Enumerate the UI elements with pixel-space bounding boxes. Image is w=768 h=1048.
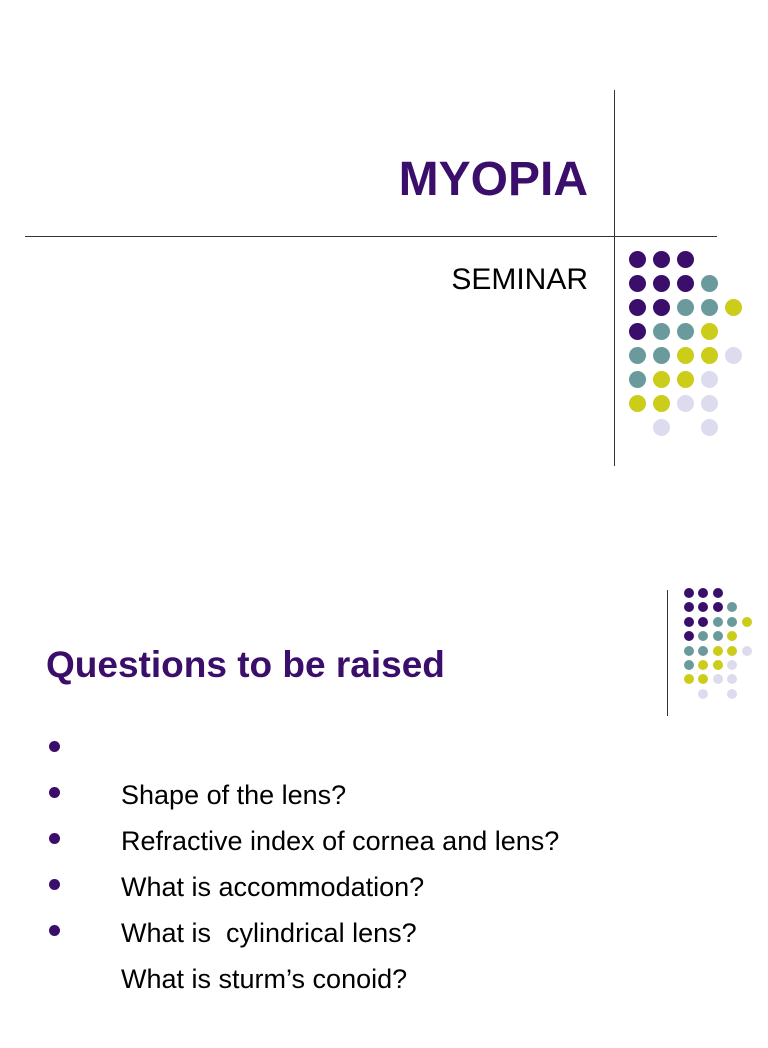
bullet-item — [46, 726, 559, 810]
dot-teal — [629, 347, 646, 364]
dot-yellow — [713, 660, 723, 670]
dot-purple — [653, 275, 670, 292]
dot-purple — [698, 602, 708, 612]
dot-lavender — [727, 674, 737, 684]
dot-teal — [727, 617, 737, 627]
dot-purple — [629, 323, 646, 340]
dot-grid-decoration — [0, 0, 768, 512]
dot-purple — [653, 251, 670, 268]
bullet-item — [46, 910, 559, 994]
dot-teal — [677, 299, 694, 316]
bullet-item — [46, 818, 559, 902]
dot-yellow — [677, 347, 694, 364]
dot-yellow — [629, 395, 646, 412]
bullet-text: What is cylindrical lens? — [121, 918, 417, 948]
dot-teal — [701, 275, 718, 292]
dot-teal — [713, 617, 723, 627]
bullet-icon — [49, 833, 60, 844]
bullet-item — [46, 772, 560, 856]
dot-purple — [684, 617, 694, 627]
dot-teal — [713, 631, 723, 641]
dot-yellow — [684, 674, 694, 684]
dot-lavender — [701, 419, 718, 436]
bullet-icon — [49, 925, 60, 936]
dot-yellow — [713, 646, 723, 656]
dot-purple — [698, 588, 708, 598]
dot-purple — [677, 251, 694, 268]
dot-purple — [629, 299, 646, 316]
dot-yellow — [698, 660, 708, 670]
dot-yellow — [653, 395, 670, 412]
dot-lavender — [698, 689, 708, 699]
dot-purple — [698, 617, 708, 627]
bullet-text: What is accommodation? — [121, 872, 425, 902]
dot-lavender — [727, 660, 737, 670]
dot-purple — [629, 275, 646, 292]
dot-purple — [677, 275, 694, 292]
dot-teal — [629, 371, 646, 388]
dot-purple — [653, 299, 670, 316]
slide-title: Questions to be raised — [46, 644, 445, 685]
dot-teal — [698, 631, 708, 641]
slide-title: MYOPIA — [398, 153, 588, 206]
dot-purple — [629, 251, 646, 268]
dot-yellow — [698, 674, 708, 684]
dot-purple — [684, 631, 694, 641]
dot-purple — [713, 588, 723, 598]
dot-purple — [713, 602, 723, 612]
dot-lavender — [701, 395, 718, 412]
bullet-list — [46, 726, 560, 994]
dot-lavender — [725, 347, 742, 364]
dot-yellow — [653, 371, 670, 388]
dot-teal — [653, 347, 670, 364]
dot-teal — [698, 646, 708, 656]
dot-lavender — [653, 419, 670, 436]
dot-yellow — [727, 646, 737, 656]
dot-purple — [684, 602, 694, 612]
dot-yellow — [677, 371, 694, 388]
bullet-text: Refractive index of cornea and lens? — [121, 826, 560, 856]
dot-teal — [701, 299, 718, 316]
dot-teal — [684, 660, 694, 670]
dot-teal — [677, 323, 694, 340]
slide-subtitle: SEMINAR — [451, 263, 588, 296]
dot-lavender — [701, 371, 718, 388]
dot-teal — [653, 323, 670, 340]
bullet-text: Shape of the lens? — [121, 780, 347, 810]
dot-lavender — [727, 689, 737, 699]
dot-lavender — [677, 395, 694, 412]
bullet-text: What is sturm’s conoid? — [121, 964, 408, 994]
dot-yellow — [725, 299, 742, 316]
content-slide — [0, 512, 768, 1024]
dot-yellow — [727, 631, 737, 641]
dot-yellow — [701, 347, 718, 364]
bullet-item — [46, 864, 559, 948]
dot-teal — [727, 602, 737, 612]
title-slide — [0, 0, 768, 512]
dot-yellow — [701, 323, 718, 340]
dot-yellow — [742, 617, 752, 627]
bullet-icon — [49, 787, 60, 798]
dot-lavender — [742, 646, 752, 656]
dot-teal — [684, 646, 694, 656]
bullet-icon — [49, 741, 60, 752]
dot-purple — [684, 588, 694, 598]
bullet-icon — [49, 879, 60, 890]
dot-lavender — [713, 674, 723, 684]
